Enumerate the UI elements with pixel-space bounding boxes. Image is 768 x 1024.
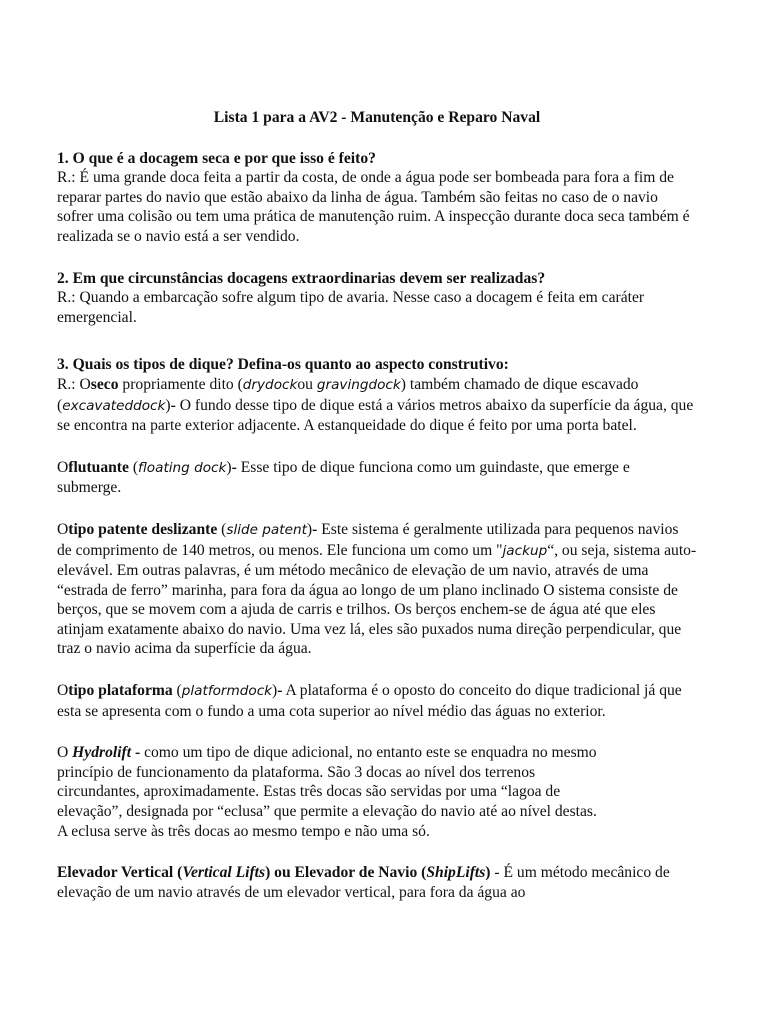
paragraph-dique-flutuante <box>57 458 697 498</box>
seco-dash: - <box>170 396 176 414</box>
question-3: 3. Quais os tipos de dique? Defina-os quanto ao aspecto construtivo: <box>57 356 509 374</box>
hydrolift-line-3: circundantes, aproximadamente. Estas três docas são servidas por uma “lagoa de <box>57 783 561 801</box>
flutuante-text-1: O <box>57 458 69 476</box>
patente-dash: - <box>312 520 318 538</box>
flutuante-text-4: Esse tipo de dique funciona como um guindaste, que emerge e submerge. <box>57 458 630 497</box>
hydrolift-term: Hydrolift <box>72 744 132 762</box>
patente-term: tipo patente deslizante <box>68 520 218 538</box>
hydrolift-line-2: princípio de funcionamento da plataforma. São 3 docas ao nível dos terrenos <box>57 763 536 781</box>
patente-text-2: ( <box>217 520 227 538</box>
flutuante-dash: - <box>231 458 237 476</box>
patente-term-jackup: jackup <box>502 542 548 559</box>
paragraph-hydrolift <box>57 743 697 841</box>
plataforma-term-platformdock: platformdock <box>181 683 273 700</box>
flutuante-text-3: ) <box>226 458 232 476</box>
patente-text-1: O <box>57 520 69 538</box>
paragraph-dique-seco <box>57 375 697 436</box>
patente-text-5: “, ou seja, sistema auto-elevável. Em outras palavras, é um método mecânico de elevação de um navio, através de uma “estrada de ferro” marinha, para fora da água ao longo de um plano inclinado O sistema consiste de berços, que se movem com a ajuda de carris e trilhos. Os berços enchem-se de água até que eles atinjam exatamente abaixo do navio. Uma vez lá, eles são puxados numa direção perpendicular, que traz o navio acima da superfície da água. <box>57 541 697 658</box>
seco-text-3: ou <box>297 375 317 393</box>
document-page <box>57 108 697 924</box>
elevador-term-vertical-lifts: Vertical Lifts <box>182 864 266 882</box>
plataforma-text-3: ) <box>272 682 278 700</box>
answer-1: R.: É uma grande doca feita a partir da costa, de onde a água pode ser bombeada para fora a fim de reparar partes do navio que estão abaixo da linha de água. Também são feitas no caso de o navio sofrer uma colisão ou tem uma prática de manutenção ruim. A inspecção durante doca seca também é realizada se o navio está a ser vendido. <box>57 169 690 245</box>
plataforma-term: tipo plataforma <box>68 682 173 700</box>
flutuante-term-floating-dock: floating dock <box>138 459 227 476</box>
hydrolift-line-5: A eclusa serve às três docas ao mesmo tempo e não uma só. <box>57 822 430 840</box>
seco-text-1: R.: O <box>57 375 91 393</box>
paragraph-tipo-plataforma <box>57 681 697 721</box>
seco-term: seco <box>90 375 119 393</box>
flutuante-text-2: ( <box>128 458 139 476</box>
hydrolift-text-1: O <box>57 744 73 762</box>
paragraph-elevador-vertical <box>57 863 697 902</box>
patente-text-3: ) <box>306 520 313 538</box>
paragraph-patente-deslizante <box>57 520 697 659</box>
answer-2: R.: Quando a embarcação sofre algum tipo de avaria. Nesse caso a docagem é feita em caráter emergencial. <box>57 289 645 326</box>
seco-text-4: ) também chamado de dique escavado ( <box>57 375 639 414</box>
hydrolift-line-1 <box>57 743 697 763</box>
hydrolift-line-1-text: como um tipo de dique adicional, no entanto este se enquadra no mesmo <box>140 744 597 762</box>
plataforma-dash: - <box>277 682 283 700</box>
question-1: 1. O que é a docagem seca e por que isso é feito? <box>57 149 376 167</box>
seco-term-drydock: drydock <box>242 376 298 393</box>
seco-term-excavateddock: excavateddock <box>62 397 166 414</box>
seco-text-5: ) <box>165 396 171 414</box>
elevador-term-3: ) <box>485 864 491 882</box>
patente-text-4: Este sistema é geralmente utilizada para pequenos navios de comprimento de 140 metros, ou menos. Ele funciona um como um " <box>57 520 679 559</box>
plataforma-text-4: A plataforma é o oposto do conceito do dique tradicional já que esta se apresenta com o fundo a uma cota superior ao nível médio das águas no exterior. <box>57 682 682 720</box>
hydrolift-dash: - <box>131 744 141 762</box>
seco-term-gravingdock: gravingdock <box>316 376 401 393</box>
question-2: 2. Em que circunstâncias docagens extraordinarias devem ser realizadas? <box>57 269 546 287</box>
document-title: Lista 1 para a AV2 - Manutenção e Reparo Naval <box>213 109 541 126</box>
hydrolift-line-4: elevação”, designada por “eclusa” que permite a elevação do navio até ao nível destas. <box>57 803 597 821</box>
plataforma-text-1: O <box>57 682 69 700</box>
patente-term-slide-patent: slide patent <box>226 521 307 538</box>
elevador-term-1: Elevador Vertical ( <box>57 864 183 882</box>
elevador-term-shiplifts: ShipLifts <box>426 864 486 882</box>
seco-text-6: O fundo desse tipo de dique está a vários metros abaixo da superfície da água, que se encontra na parte exterior adjacente. A estanqueidade do dique é feito por uma porta batel. <box>57 396 694 435</box>
plataforma-text-2: ( <box>172 682 182 700</box>
elevador-term-2: ) ou Elevador de Navio ( <box>265 864 427 882</box>
seco-text-2: propriamente dito ( <box>118 375 243 393</box>
elevador-text-1: - É um método mecânico de elevação de um navio através de um elevador vertical, para fora da água ao <box>57 864 670 901</box>
flutuante-term: flutuante <box>68 458 129 476</box>
